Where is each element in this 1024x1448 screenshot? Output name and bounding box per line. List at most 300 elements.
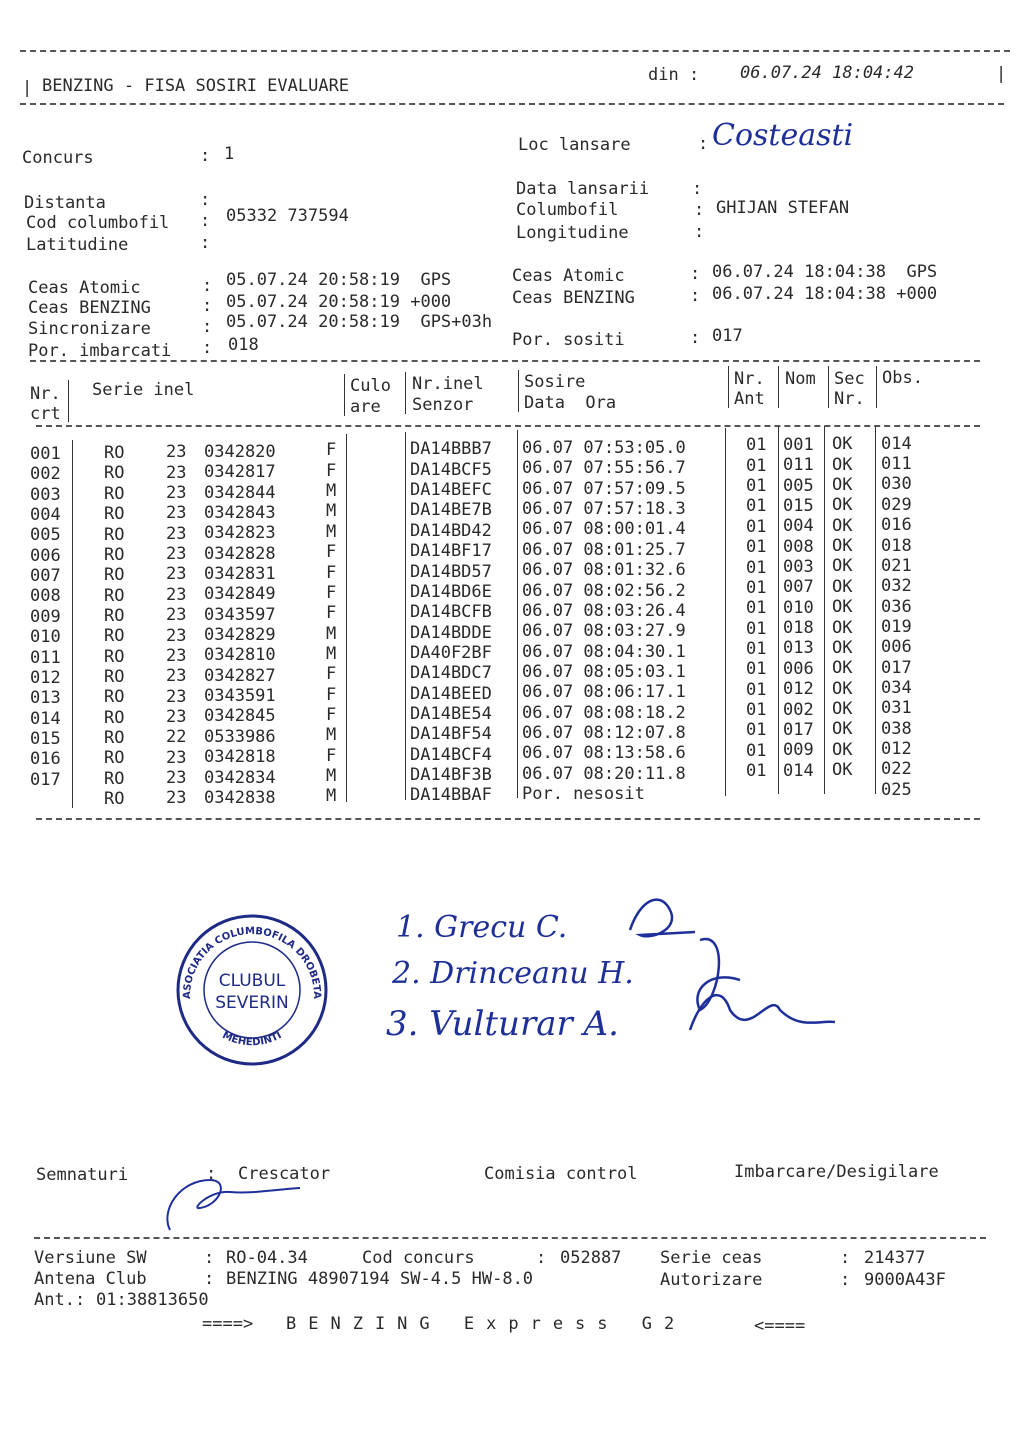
row-sex: F	[326, 664, 337, 685]
row-nom: 005	[783, 475, 814, 496]
row-sec: OK	[832, 556, 853, 577]
row-country: RO	[104, 585, 125, 606]
row-arrival: 06.07 07:57:09.5	[522, 478, 686, 499]
col-nr: Nr.	[30, 384, 61, 404]
row-sensor: DA14BCFB	[410, 602, 492, 623]
row-arrival: 06.07 08:04:30.1	[522, 641, 686, 662]
row-sensor: DA14BF3B	[410, 765, 492, 786]
row-crt: 010	[30, 627, 61, 648]
row-nom: 018	[783, 618, 814, 639]
signature-3	[690, 995, 835, 1030]
row-sec: OK	[832, 637, 853, 658]
row-nom: 014	[783, 760, 814, 781]
commission-member-2: 2. Drinceanu H.	[392, 956, 634, 991]
row-sex: F	[326, 704, 337, 725]
row-antenna: 01	[746, 455, 767, 476]
row-crt: 002	[30, 464, 61, 485]
row-sec: OK	[832, 597, 853, 618]
row-sec: OK	[832, 495, 853, 516]
body-div-sec	[875, 426, 876, 794]
antena-value: BENZING 48907194 SW-4.5 HW-8.0	[226, 1269, 534, 1289]
row-crt: 011	[30, 647, 61, 668]
row-ring: 0342831	[204, 564, 276, 584]
row-year: 23	[166, 706, 187, 727]
row-ring: 0342844	[204, 482, 276, 503]
stamp-line-1: CLUBUL	[218, 971, 286, 991]
row-ring: 0342834	[204, 767, 276, 788]
breeder-signature	[150, 1150, 310, 1240]
col-obs: Obs.	[882, 368, 923, 388]
row-nom: 012	[783, 679, 814, 700]
row-year: 23	[166, 605, 187, 626]
row-antenna: 01	[746, 516, 767, 537]
col-are: are	[350, 397, 381, 417]
row-antenna: 01	[746, 740, 767, 761]
row-arrival: 06.07 08:13:58.6	[522, 743, 686, 764]
row-arrival: 06.07 08:01:25.7	[522, 539, 686, 560]
row-ring: 0342843	[204, 502, 276, 523]
row-sensor: DA14BE54	[410, 703, 492, 724]
row-nom: 009	[783, 740, 814, 761]
row-sensor: DA14BEED	[410, 683, 492, 704]
row-sex: M	[326, 623, 337, 644]
express-text: BENZING Express G2	[286, 1314, 687, 1334]
cod-concurs-colon: :	[536, 1248, 547, 1268]
row-sensor: DA14BF54	[410, 724, 492, 745]
row-crt: 001	[30, 444, 61, 464]
row-sex: F	[326, 582, 337, 603]
imbarcati-value: 018	[228, 335, 259, 355]
row-sec: OK	[832, 739, 853, 760]
row-country: RO	[104, 626, 125, 647]
express-arrow-right: <====	[754, 1316, 806, 1336]
row-year: 22	[166, 727, 187, 748]
row-arrival: 06.07 08:20:11.8	[522, 763, 686, 784]
ant-value: 01:38813650	[96, 1290, 209, 1310]
columbofil-colon: :	[694, 200, 705, 220]
col-nrant-2: Ant	[734, 389, 765, 409]
row-year: 23	[166, 462, 187, 483]
loc-label: Loc lansare	[518, 135, 631, 155]
columbofil-label: Columbofil	[516, 200, 619, 220]
row-obs: 022	[881, 759, 912, 780]
hdr-div-8	[876, 366, 877, 408]
columbofil-value: GHIJAN STEFAN	[716, 198, 850, 218]
row-crt: 003	[30, 484, 61, 505]
crescator-label: Crescator	[238, 1164, 331, 1184]
row-year: 23	[166, 544, 187, 565]
row-arrival: 06.07 08:03:26.4	[522, 600, 686, 621]
autorizare-colon: :	[840, 1270, 851, 1290]
row-crt: 014	[30, 708, 61, 729]
row-nom: 010	[783, 597, 814, 618]
row-nom: 008	[783, 536, 814, 557]
row-sensor: DA14BD6E	[410, 581, 492, 602]
col-serie: Serie inel	[92, 380, 195, 400]
row-arrival: 06.07 08:12:07.8	[522, 722, 686, 743]
comisia-label: Comisia control	[484, 1164, 638, 1184]
loc-colon: :	[698, 134, 709, 154]
row-ring: 0342849	[204, 584, 276, 605]
row-ring: 0342845	[204, 706, 276, 727]
row-nom: 003	[783, 557, 814, 578]
row-sex: M	[326, 481, 337, 502]
ceas-atomic-right-colon: :	[690, 264, 701, 284]
col-sosire: Sosire	[524, 372, 586, 392]
top-rule	[20, 50, 1010, 52]
cod-value: 05332 737594	[226, 206, 349, 226]
row-sex: M	[326, 725, 337, 746]
row-sec: OK	[832, 719, 853, 740]
table-header-rule	[36, 425, 980, 427]
row-obs: 006	[881, 637, 912, 658]
header-bar-left: |	[22, 78, 33, 98]
row-year: 23	[166, 747, 187, 768]
hdr-div-1	[68, 380, 69, 422]
autorizare-label: Autorizare	[660, 1270, 763, 1290]
concurs-value: 1	[224, 144, 235, 164]
stamp-bottom-text: MEHEDINTI	[220, 1030, 284, 1049]
row-ring: 0342817	[204, 462, 276, 483]
col-sec-1: Sec	[834, 369, 865, 389]
body-div-sosire	[725, 428, 726, 796]
row-sec: OK	[832, 536, 853, 557]
row-obs: 032	[881, 576, 912, 597]
autorizare-value: 9000A43F	[864, 1270, 946, 1290]
body-div-sex	[346, 434, 347, 802]
row-crt: 007	[30, 566, 61, 587]
row-antenna: 01	[746, 577, 767, 598]
row-sensor: DA14BCF5	[410, 459, 492, 480]
row-sensor: DA14BDDE	[410, 622, 492, 643]
hdr-div-3	[405, 372, 406, 414]
row-year: 23	[166, 788, 187, 809]
sincronizare-value: 05.07.24 20:58:19 GPS+03h	[226, 312, 493, 332]
row-nom: 002	[783, 699, 814, 720]
row-country: RO	[104, 748, 125, 769]
row-obs: 018	[881, 535, 912, 556]
ceas-benzing-left-value: 05.07.24 20:58:19 +000	[226, 292, 452, 312]
serie-ceas-value: 214377	[864, 1248, 926, 1268]
versiune-value: RO-04.34	[226, 1248, 308, 1268]
distanta-colon: :	[200, 190, 211, 210]
ceas-benzing-left-label: Ceas BENZING	[28, 298, 151, 318]
row-obs: 029	[881, 494, 912, 515]
row-nom: 011	[783, 455, 814, 476]
row-ring: 0343597	[204, 604, 276, 625]
row-antenna: 01	[746, 476, 767, 497]
col-data-ora: Data Ora	[524, 393, 617, 413]
row-arrival: 06.07 08:08:18.2	[522, 702, 686, 723]
row-obs: 019	[881, 616, 912, 637]
row-nom: 007	[783, 577, 814, 598]
row-arrival: Por. nesosit	[522, 784, 645, 805]
row-sec: OK	[832, 698, 853, 719]
row-sex: F	[326, 684, 337, 705]
body-div-culo	[405, 432, 406, 800]
row-ring: 0342823	[204, 523, 276, 544]
row-crt: 006	[30, 545, 61, 566]
row-ring: 0342827	[204, 665, 276, 686]
row-antenna: 01	[746, 557, 767, 578]
row-obs: 016	[881, 515, 912, 536]
serie-ceas-colon: :	[840, 1248, 851, 1268]
row-crt: 008	[30, 586, 61, 607]
row-crt: 016	[30, 749, 61, 770]
body-div-crt	[72, 440, 73, 808]
row-antenna: 01	[746, 679, 767, 700]
row-sec: OK	[832, 576, 853, 597]
row-sex: F	[326, 460, 337, 481]
row-sensor: DA14BD42	[410, 520, 492, 541]
row-year: 23	[166, 645, 187, 666]
row-antenna: 01	[746, 537, 767, 558]
row-sex: M	[326, 521, 337, 542]
row-sex: M	[326, 643, 337, 664]
row-country: RO	[104, 687, 125, 708]
row-sec: OK	[832, 617, 853, 638]
hdr-div-5	[728, 366, 729, 408]
imbarcare-label: Imbarcare/Desigilare	[734, 1162, 939, 1182]
ceas-atomic-left-label: Ceas Atomic	[28, 278, 141, 298]
row-antenna: 01	[746, 638, 767, 659]
col-nrant-1: Nr.	[734, 369, 765, 389]
row-antenna: 01	[746, 699, 767, 720]
row-nom: 001	[783, 434, 814, 455]
concurs-label: Concurs	[22, 148, 94, 168]
row-ring: 0342838	[204, 787, 276, 808]
row-sensor: DA14BDC7	[410, 663, 492, 684]
row-ring: 0342829	[204, 625, 276, 646]
row-sensor: DA14BCF4	[410, 744, 492, 765]
row-antenna: 01	[746, 720, 767, 741]
col-crt: crt	[30, 404, 61, 424]
imbarcati-label: Por. imbarcati	[28, 341, 172, 361]
row-sex: F	[326, 745, 337, 766]
row-sex: M	[326, 501, 337, 522]
row-country: RO	[104, 728, 125, 748]
row-obs: 012	[881, 739, 912, 760]
header-rule	[20, 103, 1004, 105]
row-sex: M	[326, 766, 337, 787]
row-country: RO	[104, 544, 125, 565]
date-label: din :	[648, 65, 700, 85]
row-nom: 004	[783, 516, 814, 537]
row-ring: 0342828	[204, 543, 276, 564]
header-bar-right: |	[996, 64, 1007, 84]
row-nom: 006	[783, 658, 814, 679]
row-crt: 009	[30, 606, 61, 627]
row-antenna: 01	[746, 598, 767, 619]
row-crt: 012	[30, 667, 61, 688]
row-year: 23	[166, 564, 187, 585]
hdr-div-4	[518, 370, 519, 412]
data-lansarii-colon: :	[692, 179, 703, 199]
row-crt: 015	[30, 728, 61, 749]
col-senzor: Senzor	[412, 395, 474, 415]
col-culo: Culo	[350, 376, 391, 396]
latitudine-label: Latitudine	[26, 235, 129, 255]
row-country: RO	[104, 646, 125, 667]
row-ring: 0342810	[204, 645, 276, 666]
ceas-benzing-right-colon: :	[690, 286, 701, 306]
row-nom: 013	[783, 638, 814, 659]
row-year: 23	[166, 483, 187, 504]
row-antenna: 01	[746, 659, 767, 680]
sincronizare-colon: :	[202, 317, 213, 337]
signature-2	[697, 939, 740, 1010]
semnaturi-colon: :	[206, 1164, 217, 1184]
row-country: RO	[104, 524, 125, 545]
breeder-signature-stroke	[167, 1180, 300, 1230]
row-antenna: 01	[746, 618, 767, 639]
row-crt: 004	[30, 505, 61, 526]
row-antenna: 01	[746, 496, 767, 517]
row-ring: 0342818	[204, 747, 276, 768]
commission-signatures	[600, 880, 840, 1050]
row-country: RO	[104, 483, 125, 504]
sositi-value: 017	[712, 326, 743, 346]
row-year: 23	[166, 523, 187, 544]
row-country: RO	[104, 463, 125, 484]
row-ring: 0342820	[204, 441, 276, 462]
row-sensor: DA40F2BF	[410, 642, 492, 663]
stamp-line-2: SEVERIN	[215, 993, 289, 1013]
row-crt: 017	[30, 769, 61, 790]
row-country: RO	[104, 565, 125, 586]
row-country: RO	[104, 707, 125, 728]
ceas-benzing-right-value: 06.07.24 18:04:38 +000	[712, 284, 938, 304]
row-obs: 014	[881, 433, 912, 454]
row-arrival: 06.07 08:05:03.1	[522, 661, 686, 682]
ceas-benzing-left-colon: :	[202, 296, 213, 316]
row-arrival: 06.07 08:00:01.4	[522, 519, 686, 540]
versiune-colon: :	[204, 1248, 215, 1268]
row-arrival: 06.07 07:55:56.7	[522, 458, 686, 479]
ceas-atomic-right-label: Ceas Atomic	[512, 266, 625, 286]
row-year: 23	[166, 666, 187, 687]
ceas-benzing-right-label: Ceas BENZING	[512, 288, 635, 308]
row-sensor: DA14BD57	[410, 561, 492, 582]
row-sec: OK	[832, 434, 853, 455]
row-country: RO	[104, 504, 125, 525]
row-arrival: 06.07 08:03:27.9	[522, 621, 686, 642]
row-sensor: DA14BF17	[410, 541, 492, 562]
row-sec: OK	[832, 454, 853, 475]
row-country: RO	[104, 443, 125, 464]
row-antenna: 01	[746, 435, 767, 456]
row-arrival: 06.07 08:02:56.2	[522, 580, 686, 601]
row-nom: 015	[783, 496, 814, 516]
imbarcati-colon: :	[202, 338, 213, 358]
commission-member-1: 1. Grecu C.	[396, 910, 568, 945]
row-sensor: DA14BEFC	[410, 480, 492, 501]
longitudine-colon: :	[694, 222, 705, 242]
row-sec: OK	[832, 759, 853, 780]
footer-rule	[34, 1237, 986, 1239]
row-obs: 038	[881, 718, 912, 739]
row-obs: 036	[881, 596, 912, 617]
row-sensor: DA14BBB7	[410, 439, 492, 460]
row-year: 23	[166, 686, 187, 707]
stamp-top-text: ASOCIATIA COLUMBOFILA DROBETA	[181, 925, 323, 1000]
row-year: 23	[166, 503, 187, 524]
semnaturi-label: Semnaturi	[36, 1165, 129, 1185]
row-year: 23	[166, 767, 187, 788]
table-top-rule	[30, 360, 980, 362]
cod-concurs-value: 052887	[560, 1248, 622, 1268]
row-crt: 005	[30, 525, 61, 546]
row-obs: 025	[881, 779, 912, 800]
row-sex: F	[326, 542, 337, 563]
hdr-div-7	[828, 366, 829, 408]
row-arrival: 06.07 07:53:05.0	[522, 438, 686, 459]
concurs-colon: :	[200, 146, 211, 166]
hdr-div-2	[344, 374, 345, 416]
cod-colon: :	[200, 211, 211, 231]
serie-ceas-label: Serie ceas	[660, 1248, 763, 1268]
col-sec-2: Nr.	[834, 389, 865, 409]
club-stamp	[172, 910, 332, 1070]
row-country: RO	[104, 789, 125, 810]
body-div-nom	[824, 426, 825, 794]
versiune-label: Versiune SW	[34, 1248, 147, 1268]
ceas-atomic-left-colon: :	[202, 276, 213, 296]
row-obs: 030	[881, 474, 912, 495]
row-antenna: 01	[746, 761, 767, 781]
loc-value-handwritten: Costeasti	[712, 118, 854, 153]
row-sec: OK	[832, 515, 853, 536]
cod-concurs-label: Cod concurs	[362, 1248, 475, 1268]
express-arrow-left: ====>	[202, 1314, 254, 1334]
sincronizare-label: Sincronizare	[28, 319, 151, 339]
row-sex: F	[326, 440, 337, 461]
row-sensor: DA14BBAF	[410, 785, 492, 806]
ceas-atomic-left-value: 05.07.24 20:58:19 GPS	[226, 270, 452, 290]
row-arrival: 06.07 08:01:32.6	[522, 560, 686, 581]
longitudine-label: Longitudine	[516, 223, 629, 243]
document-title: BENZING - FISA SOSIRI EVALUARE	[42, 76, 350, 96]
row-obs: 017	[881, 657, 912, 678]
row-obs: 034	[881, 677, 912, 698]
table-bottom-rule	[36, 818, 980, 820]
commission-member-3: 3. Vulturar A.	[386, 1004, 619, 1044]
row-sex: F	[326, 603, 337, 624]
row-sensor: DA14BE7B	[410, 500, 492, 521]
row-obs: 011	[881, 454, 912, 475]
cod-label: Cod columbofil	[26, 213, 170, 233]
sositi-label: Por. sositi	[512, 330, 625, 350]
body-div-senzor	[517, 430, 518, 798]
row-year: 23	[166, 584, 187, 605]
row-country: RO	[104, 768, 125, 789]
row-arrival: 06.07 07:57:18.3	[522, 499, 686, 520]
row-sec: OK	[832, 658, 853, 679]
latitudine-colon: :	[200, 233, 211, 253]
row-crt: 013	[30, 688, 61, 709]
row-year: 23	[166, 442, 187, 463]
row-nom: 017	[783, 719, 814, 740]
row-country: RO	[104, 666, 125, 687]
row-ring: 0343591	[204, 686, 276, 707]
row-obs: 031	[881, 698, 912, 719]
row-obs: 021	[881, 555, 912, 576]
col-nrinel: Nr.inel	[412, 374, 484, 394]
col-nom: Nom	[785, 369, 816, 389]
antena-label: Antena Club	[34, 1269, 147, 1289]
distanta-label: Distanta	[24, 193, 106, 213]
sositi-colon: :	[690, 328, 701, 348]
